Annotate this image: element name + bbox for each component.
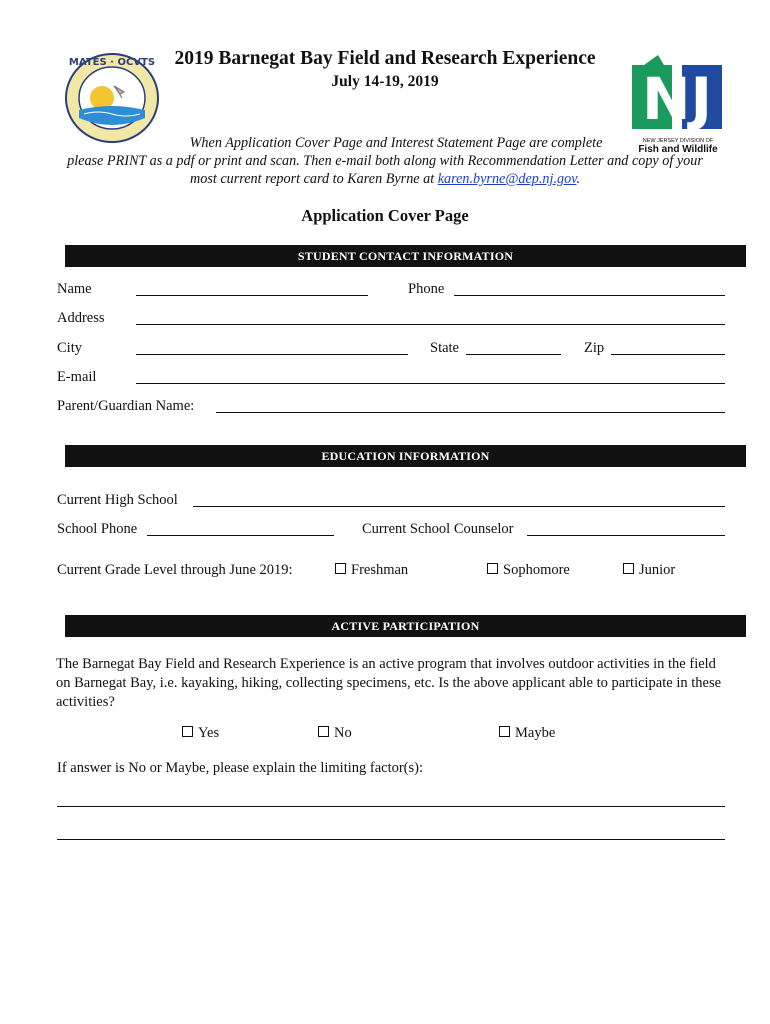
section-heading-education: EDUCATION INFORMATION <box>65 445 746 467</box>
guardian-field[interactable] <box>216 412 725 413</box>
instructions-line-2: please PRINT as a pdf or print and scan. Then e-mail both along with Recommendation Letter and copy of your <box>67 153 703 169</box>
guardian-label: Parent/Guardian Name: <box>57 398 195 414</box>
document-title: 2019 Barnegat Bay Field and Research Experience <box>174 48 596 69</box>
participation-question: The Barnegat Bay Field and Research Experience is an active program that involves outdoor activities in the field on Barnegat Bay, i.e. kayaking, hiking, collecting specimens, etc. Is the above applicant able to participate in these activities? <box>56 656 722 710</box>
name-field[interactable] <box>136 295 368 296</box>
participation-option-no[interactable] <box>318 725 352 742</box>
city-field[interactable] <box>136 354 408 355</box>
nj-letters: NJ <box>641 65 713 133</box>
participation-option-yes[interactable] <box>182 725 219 742</box>
participation-option-maybe[interactable] <box>499 725 555 742</box>
address-field[interactable] <box>136 324 725 325</box>
section-heading-participation: ACTIVE PARTICIPATION <box>65 615 746 637</box>
explain-line-2[interactable] <box>57 839 725 840</box>
counselor-field[interactable] <box>527 535 725 536</box>
explain-label: If answer is No or Maybe, please explain the limiting factor(s): <box>57 760 424 776</box>
maybe-checkbox[interactable] <box>499 726 510 737</box>
junior-checkbox[interactable] <box>623 563 634 574</box>
instructions-line-3-prefix: most current report card to Karen Byrne at <box>189 171 438 187</box>
grade-option-freshman[interactable] <box>335 562 408 579</box>
zip-label: Zip <box>584 340 605 356</box>
junior-label: Junior <box>639 562 676 578</box>
school-phone-field[interactable] <box>147 535 334 536</box>
zip-field[interactable] <box>611 354 725 355</box>
program-dates: July 14-19, 2019 <box>331 73 439 90</box>
instructions-line-1: When Application Cover Page and Interest Statement Page are complete <box>189 135 603 151</box>
email-label: E-mail <box>57 369 97 385</box>
state-label: State <box>430 340 459 356</box>
grade-level-label: Current Grade Level through June 2019: <box>57 562 293 578</box>
high-school-label: Current High School <box>57 492 178 508</box>
sophomore-checkbox[interactable] <box>487 563 498 574</box>
section-heading-contact: STUDENT CONTACT INFORMATION <box>65 245 746 267</box>
explain-line-1[interactable] <box>57 806 725 807</box>
email-field[interactable] <box>136 383 725 384</box>
sophomore-label: Sophomore <box>503 562 570 578</box>
no-checkbox[interactable] <box>318 726 329 737</box>
city-label: City <box>57 340 82 356</box>
page-title: Application Cover Page <box>301 206 469 225</box>
counselor-label: Current School Counselor <box>362 521 514 537</box>
instructions-line-3 <box>0 171 770 188</box>
freshman-checkbox[interactable] <box>335 563 346 574</box>
grade-option-junior[interactable] <box>623 562 675 579</box>
freshman-label: Freshman <box>351 562 409 578</box>
yes-checkbox[interactable] <box>182 726 193 737</box>
grade-option-sophomore[interactable] <box>487 562 570 579</box>
name-label: Name <box>57 281 92 297</box>
school-phone-label: School Phone <box>57 521 138 537</box>
instructions-line-3-suffix: . <box>576 171 580 187</box>
contact-email-link[interactable]: karen.byrne@dep.nj.gov <box>437 171 577 187</box>
seal-text: MATES · OCVTS <box>68 57 156 68</box>
address-label: Address <box>57 310 105 326</box>
state-field[interactable] <box>466 354 561 355</box>
nj-caption-top: NEW JERSEY DIVISION OF <box>642 138 714 144</box>
phone-field[interactable] <box>454 295 725 296</box>
yes-label: Yes <box>198 725 220 741</box>
maybe-label: Maybe <box>515 725 556 741</box>
no-label: No <box>334 725 352 741</box>
phone-label: Phone <box>408 281 445 297</box>
nj-caption-bottom: Fish and Wildlife <box>638 144 718 155</box>
high-school-field[interactable] <box>193 506 725 507</box>
